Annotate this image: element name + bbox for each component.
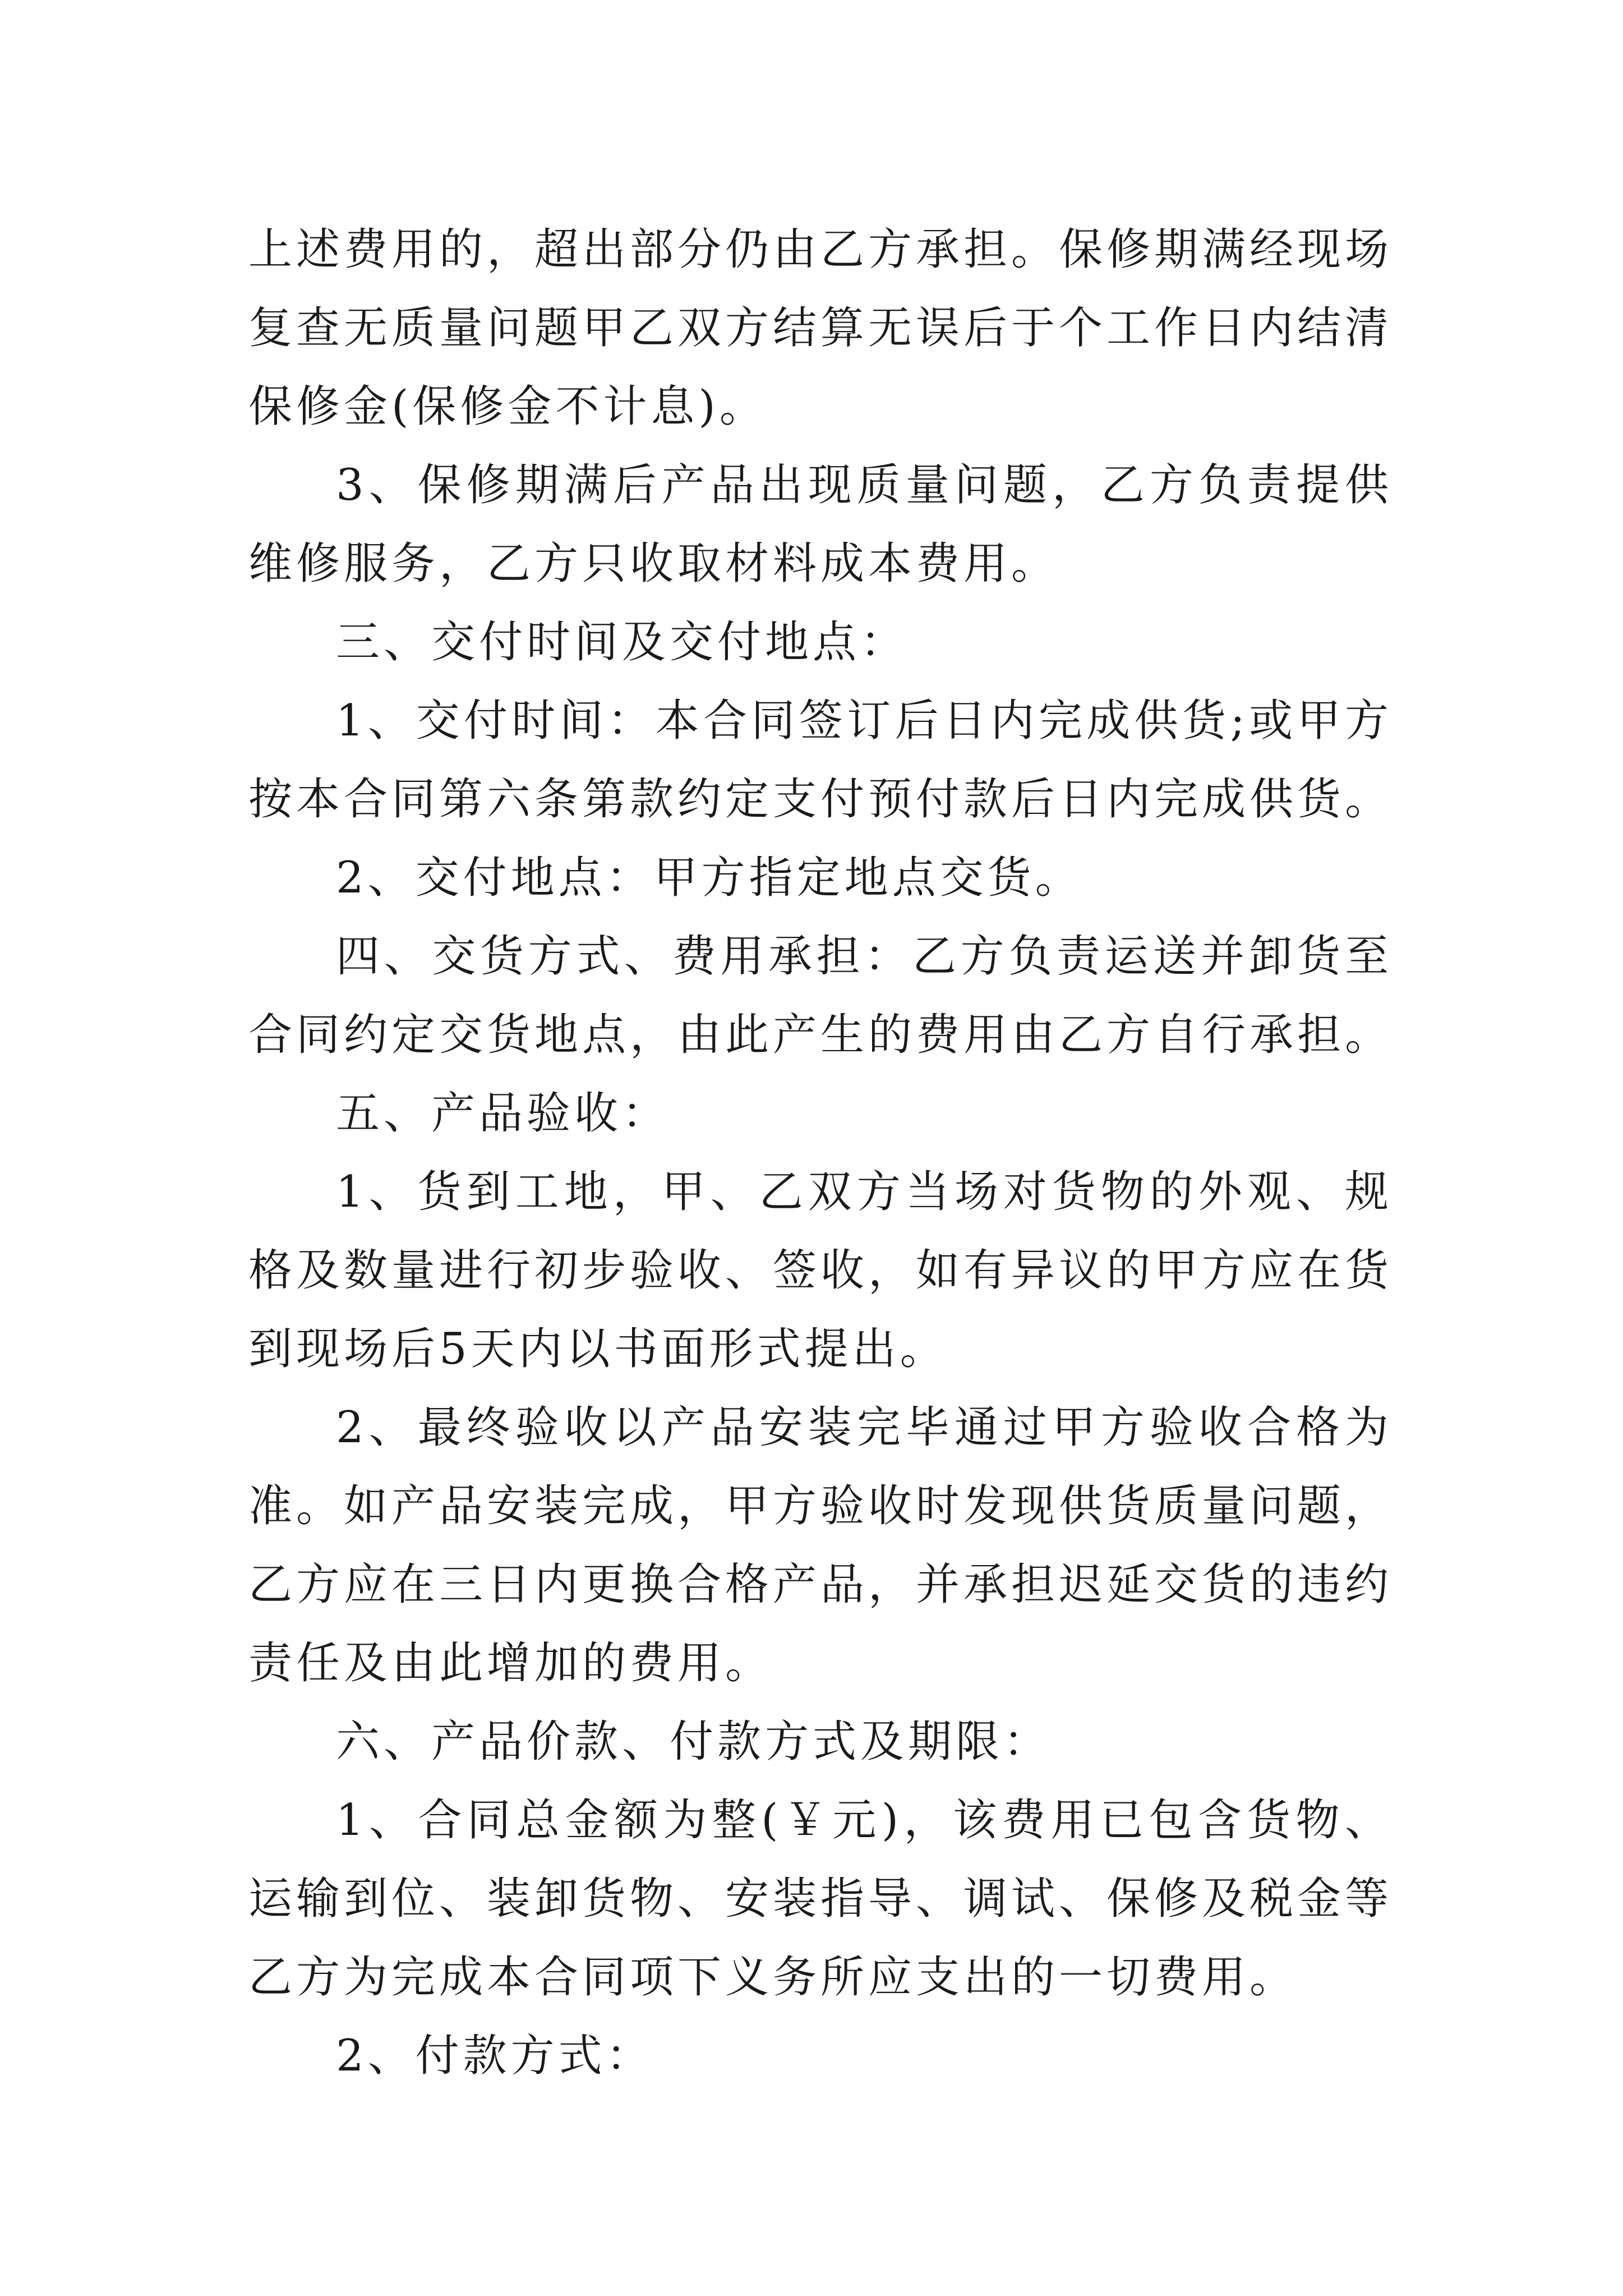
paragraph-total-amount: 1、合同总金额为整(￥元)，该费用已包含货物、运输到位、装卸货物、安装指导、调试、保修及税金等乙方为完成本合同项下义务所应支出的一切费用。: [248, 1795, 1393, 2003]
heading-delivery-time-place: 三、交付时间及交付地点：: [336, 617, 909, 668]
paragraph-delivery-time: 1、交付时间：本合同签订后日内完成供货;或甲方按本合同第六条第款约定支付预付款后日内完成供货。: [248, 696, 1393, 825]
paragraph-warranty-cost: 上述费用的，超出部分仍由乙方承担。保修期满经现场复查无质量问题甲乙双方结算无误后于个工作日内结清保修金(保修金不计息)。: [248, 224, 1393, 432]
paragraph-delivery-place: 2、交付地点：甲方指定地点交货。: [336, 853, 1083, 903]
paragraph-initial-acceptance: 1、货到工地，甲、乙双方当场对货物的外观、规格及数量进行初步验收、签收，如有异议的甲方应在货到现场后5天内以书面形式提出。: [248, 1167, 1393, 1374]
paragraph-final-acceptance: 2、最终验收以产品安装完毕通过甲方验收合格为准。如产品安装完成，甲方验收时发现供货质量问题，乙方应在三日内更换合格产品，并承担迟延交货的违约责任及由此增加的费用。: [248, 1402, 1393, 1688]
heading-product-acceptance: 五、产品验收：: [336, 1088, 670, 1139]
paragraph-payment-method: 2、付款方式：: [336, 2031, 654, 2081]
paragraph-post-warranty-repair: 3、保修期满后产品出现质量问题，乙方负责提供维修服务，乙方只收取材料成本费用。: [248, 460, 1393, 589]
paragraph-delivery-method: 四、交货方式、费用承担：乙方负责运送并卸货至合同约定交货地点，由此产生的费用由乙方自行承担。: [248, 931, 1393, 1060]
document-body: [248, 210, 1393, 2095]
heading-price-payment: 六、产品价款、付款方式及期限：: [336, 1717, 1052, 1767]
